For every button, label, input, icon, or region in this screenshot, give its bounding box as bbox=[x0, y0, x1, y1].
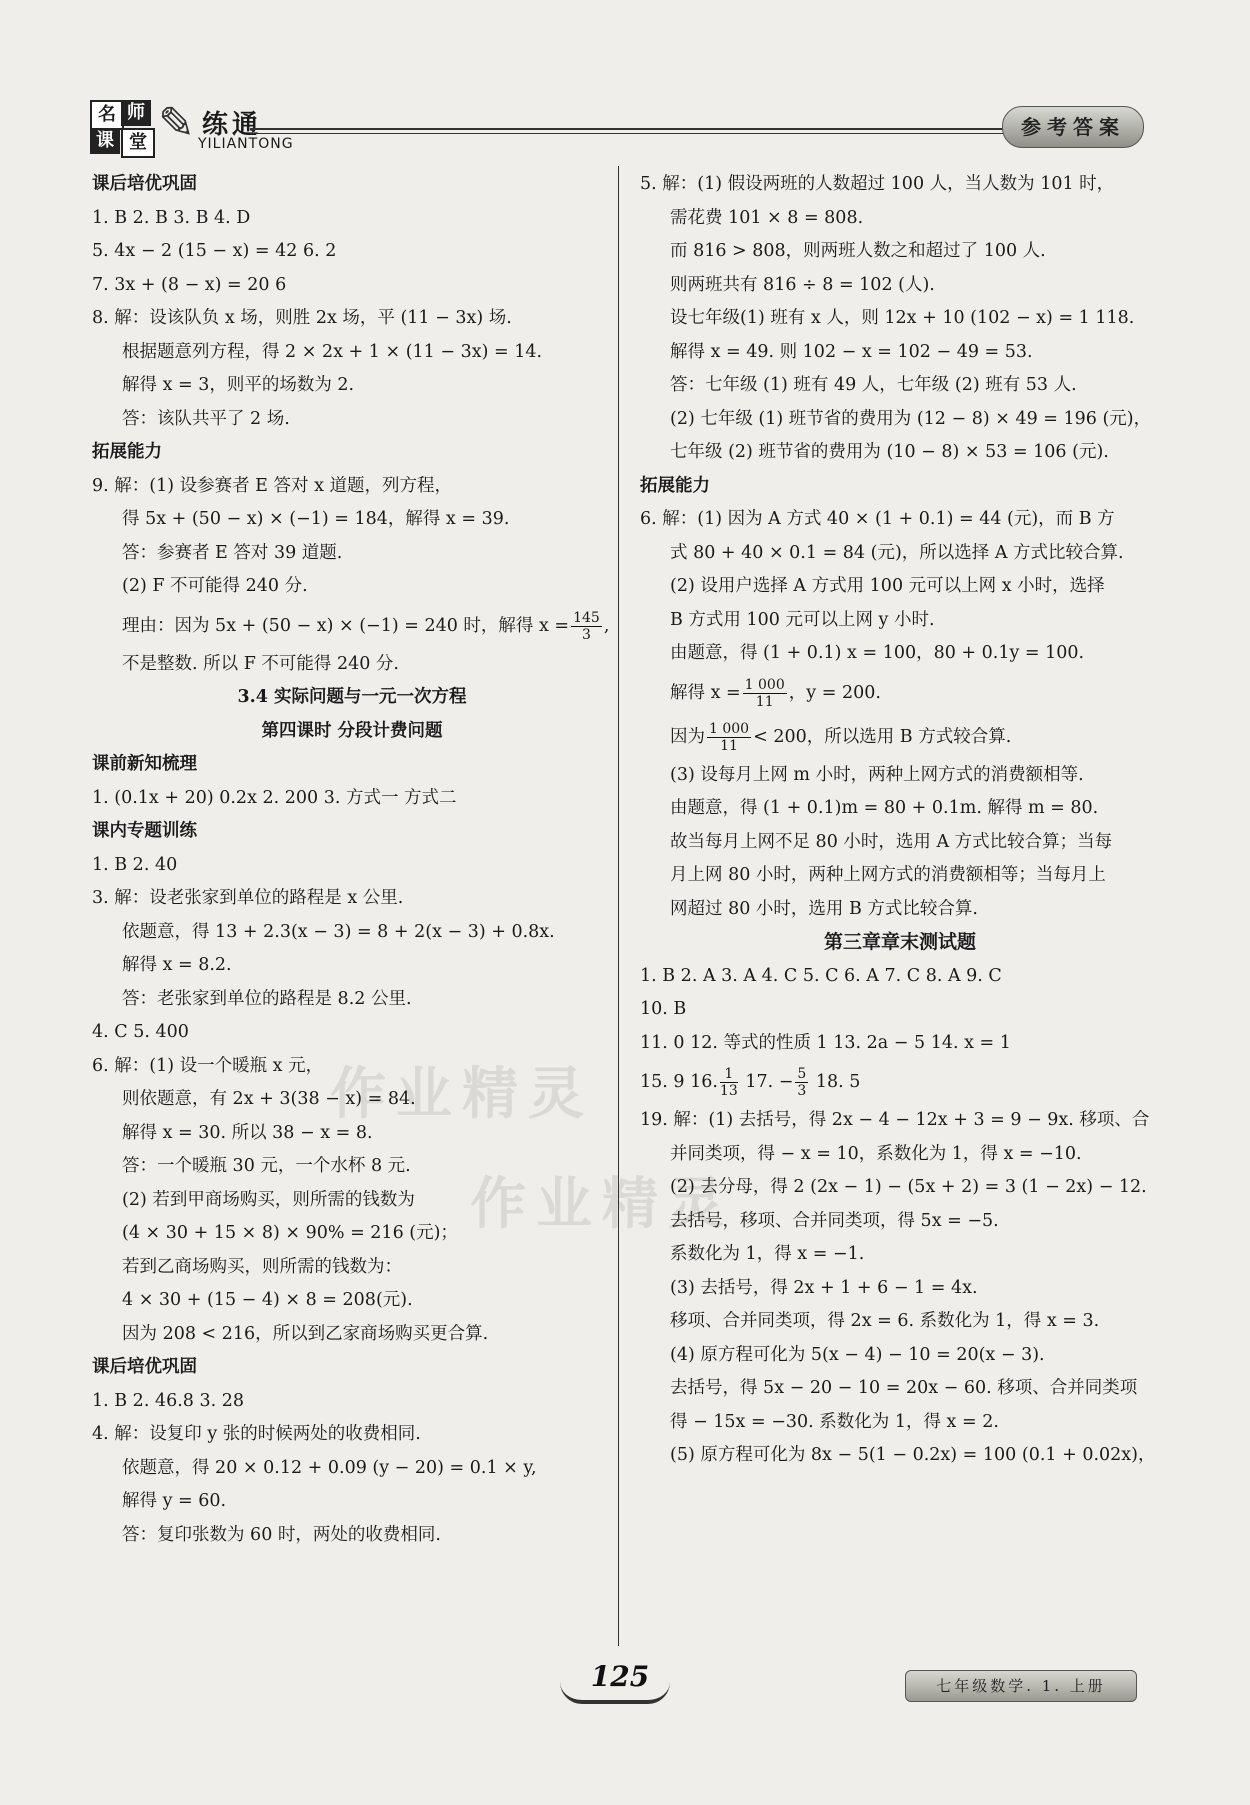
fraction bbox=[720, 1066, 738, 1099]
line-text: 10. B bbox=[640, 999, 687, 1019]
line-text: 解得 x = bbox=[670, 682, 741, 703]
publisher-logo bbox=[90, 100, 152, 154]
line-text: 得 5x + (50 − x) × (−1) = 184，解得 x = 39. bbox=[122, 509, 510, 529]
line-text: 则两班共有 816 ÷ 8 = 102 (人). bbox=[670, 274, 935, 295]
answer-line bbox=[640, 1104, 1160, 1138]
answer-line bbox=[640, 1272, 1160, 1306]
logo-char: 课 bbox=[90, 128, 120, 154]
line-text: 15. 9 16. bbox=[640, 1072, 718, 1092]
section-heading bbox=[640, 470, 1160, 504]
line-text: 17. − bbox=[739, 1072, 794, 1092]
line-text: (3) 设每月上网 m 小时，两种上网方式的消费额相等. bbox=[670, 764, 1084, 785]
watermark: 作业精灵 bbox=[470, 1171, 734, 1237]
line-text: 4. 解：设复印 y 张的时候两处的收费相同. bbox=[92, 1424, 421, 1444]
answer-line bbox=[640, 893, 1160, 927]
answer-line bbox=[92, 470, 612, 504]
answer-line bbox=[92, 1452, 612, 1486]
denominator: 3 bbox=[582, 626, 591, 643]
answer-line bbox=[640, 235, 1160, 269]
numerator: 1 bbox=[720, 1066, 738, 1083]
line-text: 第三章章末测试题 bbox=[823, 931, 976, 953]
section-title bbox=[92, 681, 612, 715]
section-heading bbox=[92, 748, 612, 782]
line-text: 解得 x = 8.2. bbox=[122, 955, 232, 975]
answer-line bbox=[640, 826, 1160, 860]
page-header bbox=[90, 100, 1140, 158]
line-text: 故当每月上网不足 80 小时，选用 A 方式比较合算；当每 bbox=[670, 831, 1113, 852]
line-text: (2) 设用户选择 A 方式用 100 元可以上网 x 小时，选择 bbox=[670, 576, 1105, 596]
answer-line bbox=[640, 993, 1160, 1027]
answer-line bbox=[640, 1439, 1160, 1473]
line-text: 去括号，移项、合并同类项，得 5x = −5. bbox=[670, 1210, 999, 1231]
line-text: (4) 原方程可化为 5(x − 4) − 10 = 20(x − 3). bbox=[670, 1344, 1045, 1365]
logo-char: 名 bbox=[90, 100, 124, 130]
answer-line bbox=[640, 1305, 1160, 1339]
line-text: 解得 x = 30. 所以 38 − x = 8. bbox=[122, 1122, 373, 1143]
line-text: 答：该队共平了 2 场. bbox=[122, 408, 290, 429]
answer-line bbox=[92, 1284, 612, 1318]
answer-line bbox=[640, 715, 1160, 759]
line-text: 因为 208 < 216，所以到乙家商场购买更合算. bbox=[122, 1323, 489, 1344]
line-text: 若到乙商场购买，则所需的钱数为： bbox=[122, 1256, 402, 1277]
answer-line bbox=[640, 604, 1160, 638]
answer-line bbox=[640, 269, 1160, 303]
line-text: 式 80 + 40 × 0.1 = 84 (元)，所以选择 A 方式比较合算. bbox=[670, 542, 1124, 563]
line-text: 答：一个暖瓶 30 元，一个水杯 8 元. bbox=[122, 1156, 411, 1176]
pen-icon: ✎ bbox=[158, 98, 195, 149]
answer-line bbox=[92, 1385, 612, 1419]
line-text: 由题意，得 (1 + 0.1) x = 100，80 + 0.1y = 100. bbox=[670, 643, 1085, 663]
answer-line bbox=[640, 960, 1160, 994]
answer-line bbox=[640, 792, 1160, 826]
answer-line bbox=[640, 1205, 1160, 1239]
answer-line bbox=[92, 782, 612, 816]
line-text: 7. 3x + (8 − x) = 20 6 bbox=[92, 274, 287, 295]
answer-line bbox=[640, 1339, 1160, 1373]
line-text: 课后培优巩固 bbox=[92, 1357, 197, 1377]
answer-line bbox=[92, 537, 612, 571]
line-text: 答：七年级 (1) 班有 49 人，七年级 (2) 班有 53 人. bbox=[670, 375, 1077, 395]
line-text: 因为 bbox=[670, 726, 705, 747]
answer-line bbox=[640, 1027, 1160, 1061]
answer-line bbox=[92, 1318, 612, 1352]
answer-line bbox=[92, 1519, 612, 1553]
line-text: 第四课时 分段计费问题 bbox=[261, 720, 443, 741]
grade-tag: 七年级数学. 1. 上册 bbox=[905, 1670, 1137, 1702]
answer-line bbox=[640, 1138, 1160, 1172]
answer-line bbox=[640, 637, 1160, 671]
line-text: 6. 解：(1) 设一个暖瓶 x 元， bbox=[92, 1055, 324, 1076]
line-text: (5) 原方程可化为 8x − 5(1 − 0.2x) = 100 (0.1 + 0.02x)， bbox=[670, 1445, 1156, 1465]
line-text: 11. 0 12. 等式的性质 1 13. 2a − 5 14. x = 1 bbox=[640, 1032, 1011, 1053]
answer-line bbox=[92, 648, 612, 682]
line-text: 去括号，得 5x − 20 − 10 = 20x − 60. 移项、合并同类项 bbox=[670, 1378, 1138, 1398]
answer-line bbox=[92, 916, 612, 950]
answer-line bbox=[640, 202, 1160, 236]
logo-char: 师 bbox=[121, 100, 151, 126]
answer-line bbox=[92, 849, 612, 883]
answer-line bbox=[92, 1117, 612, 1151]
answer-line bbox=[640, 1372, 1160, 1406]
answer-line bbox=[92, 302, 612, 336]
line-text: (2) 去分母，得 2 (2x − 1) − (5x + 2) = 3 (1 − 2x) − 12. bbox=[670, 1177, 1147, 1197]
line-text: 根据题意列方程，得 2 × 2x + 1 × (11 − 3x) = 14. bbox=[122, 341, 543, 362]
line-text: (2) 若到甲商场购买，则所需的钱数为 bbox=[122, 1189, 415, 1210]
line-text: 由题意，得 (1 + 0.1)m = 80 + 0.1m. 解得 m = 80. bbox=[670, 798, 1099, 818]
line-text: 3. 解：设老张家到单位的路程是 x 公里. bbox=[92, 888, 404, 908]
right-column bbox=[640, 168, 1160, 1473]
section-title bbox=[92, 715, 612, 749]
answer-line bbox=[640, 336, 1160, 370]
answer-line bbox=[640, 537, 1160, 571]
section-heading bbox=[92, 1351, 612, 1385]
line-text: 网超过 80 小时，选用 B 方式比较合算. bbox=[670, 898, 978, 919]
line-text: 8. 解：设该队负 x 场，则胜 2x 场，平 (11 − 3x) 场. bbox=[92, 308, 512, 328]
line-text: 课前新知梳理 bbox=[92, 754, 197, 774]
line-text: 拓展能力 bbox=[92, 442, 162, 462]
answer-line bbox=[640, 369, 1160, 403]
line-text: 1. B 2. 40 bbox=[92, 854, 178, 875]
line-text: 依题意，得 20 × 0.12 + 0.09 (y − 20) = 0.1 × y, bbox=[122, 1457, 537, 1478]
line-text: 系数化为 1，得 x = −1. bbox=[670, 1244, 865, 1264]
page-number: 125 bbox=[590, 1660, 650, 1693]
line-text: , bbox=[603, 615, 610, 636]
fraction bbox=[707, 721, 751, 754]
line-text: 不是整数. 所以 F 不可能得 240 分. bbox=[122, 653, 399, 674]
answer-line bbox=[640, 1238, 1160, 1272]
line-text: 9. 解：(1) 设参赛者 E 答对 x 道题，列方程， bbox=[92, 475, 453, 496]
line-text: 解得 x = 3，则平的场数为 2. bbox=[122, 375, 355, 395]
answer-line bbox=[640, 168, 1160, 202]
line-text: 七年级 (2) 班节省的费用为 (10 − 8) × 53 = 106 (元). bbox=[670, 442, 1109, 462]
line-text: 需花费 101 × 8 = 808. bbox=[670, 207, 864, 228]
answer-line bbox=[640, 759, 1160, 793]
answer-line bbox=[92, 403, 612, 437]
section-heading bbox=[92, 815, 612, 849]
answer-line bbox=[92, 1184, 612, 1218]
line-text: (2) F 不可能得 240 分. bbox=[122, 576, 308, 596]
answer-line bbox=[640, 403, 1160, 437]
line-text: 得 − 15x = −30. 系数化为 1，得 x = 2. bbox=[670, 1411, 999, 1432]
answer-line bbox=[640, 570, 1160, 604]
line-text: 18. 5 bbox=[810, 1072, 861, 1092]
line-text: 课后培优巩固 bbox=[92, 174, 197, 194]
answer-line bbox=[92, 369, 612, 403]
answer-line bbox=[640, 1171, 1160, 1205]
line-text: 则依题意，有 2x + 3(38 − x) = 84. bbox=[122, 1089, 416, 1109]
line-text: ，y = 200. bbox=[788, 682, 881, 703]
line-text: 5. 4x − 2 (15 − x) = 42 6. 2 bbox=[92, 241, 337, 261]
answer-line bbox=[92, 882, 612, 916]
line-text: B 方式用 100 元可以上网 y 小时. bbox=[670, 609, 935, 630]
line-text: 19. 解：(1) 去括号，得 2x − 4 − 12x + 3 = 9 − 9x. 移项、合 bbox=[640, 1110, 1150, 1130]
line-text: 并同类项，得 − x = 10，系数化为 1，得 x = −10. bbox=[670, 1143, 1082, 1164]
line-text: 依题意，得 13 + 2.3(x − 3) = 8 + 2(x − 3) + 0.8x. bbox=[122, 921, 555, 942]
denominator: 3 bbox=[797, 1083, 807, 1099]
line-text: 移项、合并同类项，得 2x = 6. 系数化为 1，得 x = 3. bbox=[670, 1311, 1100, 1331]
answer-line bbox=[92, 604, 612, 648]
answer-line bbox=[640, 1060, 1160, 1104]
line-text: 答：老张家到单位的路程是 8.2 公里. bbox=[122, 988, 412, 1009]
answer-line bbox=[92, 1016, 612, 1050]
answer-line bbox=[640, 671, 1160, 715]
line-text: 1. B 2. 46.8 3. 28 bbox=[92, 1390, 244, 1411]
section-heading bbox=[92, 168, 612, 202]
denominator: 13 bbox=[719, 1083, 738, 1099]
line-text: 1. B 2. B 3. B 4. D bbox=[92, 207, 251, 228]
line-text: (4 × 30 + 15 × 8) × 90% = 216 (元)； bbox=[122, 1223, 458, 1243]
line-text: 解得 y = 60. bbox=[122, 1491, 227, 1511]
line-text: < 200，所以选用 B 方式较合算. bbox=[753, 726, 1012, 747]
section-heading bbox=[92, 436, 612, 470]
line-text: 而 816 > 808，则两班人数之和超过了 100 人. bbox=[670, 241, 1046, 261]
line-text: 理由：因为 5x + (50 − x) × (−1) = 240 时，解得 x = bbox=[122, 615, 570, 636]
denominator: 11 bbox=[720, 737, 738, 754]
answer-line bbox=[92, 983, 612, 1017]
line-text: 1. B 2. A 3. A 4. C 5. C 6. A 7. C 8. A 9. C bbox=[640, 965, 1002, 986]
answer-line bbox=[640, 1406, 1160, 1440]
line-text: 6. 解：(1) 因为 A 方式 40 × (1 + 0.1) = 44 (元)，而 B 方 bbox=[640, 509, 1115, 529]
answer-line bbox=[92, 1485, 612, 1519]
numerator: 1 000 bbox=[744, 676, 785, 693]
brand-title: 练通 bbox=[202, 110, 263, 140]
answer-line bbox=[640, 436, 1160, 470]
line-text: 3.4 实际问题与一元一次方程 bbox=[237, 687, 467, 707]
answer-line bbox=[92, 503, 612, 537]
line-text: 1. (0.1x + 20) 0.2x 2. 200 3. 方式一 方式二 bbox=[92, 787, 457, 808]
answer-line bbox=[92, 949, 612, 983]
section-title bbox=[640, 926, 1160, 960]
line-text: 月上网 80 小时，两种上网方式的消费额相等；当每月上 bbox=[670, 865, 1106, 885]
answer-line bbox=[92, 570, 612, 604]
header-rule bbox=[250, 133, 1010, 134]
answer-line bbox=[92, 1418, 612, 1452]
answer-line bbox=[92, 1050, 612, 1084]
line-text: 课内专题训练 bbox=[92, 821, 197, 841]
numerator: 1 000 bbox=[709, 720, 750, 737]
line-text: 5. 解：(1) 假设两班的人数超过 100 人，当人数为 101 时， bbox=[640, 174, 1115, 194]
numerator: 145 bbox=[573, 609, 600, 626]
answer-line bbox=[640, 503, 1160, 537]
answer-line bbox=[92, 1251, 612, 1285]
line-text: 4. C 5. 400 bbox=[92, 1022, 189, 1042]
answer-line bbox=[92, 1083, 612, 1117]
denominator: 11 bbox=[755, 693, 774, 710]
fraction bbox=[795, 1066, 808, 1099]
logo-char: 堂 bbox=[121, 128, 155, 158]
fraction bbox=[743, 677, 787, 710]
line-text: 答：参赛者 E 答对 39 道题. bbox=[122, 542, 343, 563]
brand-subtitle: YILIANTONG bbox=[198, 136, 294, 152]
watermark: 作业精灵 bbox=[330, 1061, 594, 1127]
answer-line bbox=[640, 302, 1160, 336]
line-text: 设七年级(1) 班有 x 人，则 12x + 10 (102 − x) = 1 118. bbox=[670, 308, 1135, 328]
answer-line bbox=[640, 859, 1160, 893]
answer-line bbox=[92, 1217, 612, 1251]
line-text: 拓展能力 bbox=[640, 475, 710, 496]
line-text: (3) 去括号，得 2x + 1 + 6 − 1 = 4x. bbox=[670, 1277, 978, 1298]
line-text: 解得 x = 49. 则 102 − x = 102 − 49 = 53. bbox=[670, 341, 1033, 362]
answer-line bbox=[92, 202, 612, 236]
numerator: 5 bbox=[797, 1066, 807, 1082]
answer-line bbox=[92, 235, 612, 269]
line-text: 答：复印张数为 60 时，两处的收费相同. bbox=[122, 1524, 441, 1545]
answer-line bbox=[92, 1150, 612, 1184]
column-divider bbox=[618, 166, 619, 1646]
header-rule bbox=[250, 128, 1010, 130]
left-column bbox=[92, 168, 612, 1552]
answer-line bbox=[92, 269, 612, 303]
line-text: (2) 七年级 (1) 班节省的费用为 (12 − 8) × 49 = 196 (元)， bbox=[670, 408, 1152, 429]
line-text: 4 × 30 + (15 − 4) × 8 = 208(元). bbox=[122, 1290, 413, 1310]
answer-line bbox=[92, 336, 612, 370]
fraction bbox=[571, 610, 602, 643]
answer-key-tag: 参考答案 bbox=[1002, 106, 1144, 148]
